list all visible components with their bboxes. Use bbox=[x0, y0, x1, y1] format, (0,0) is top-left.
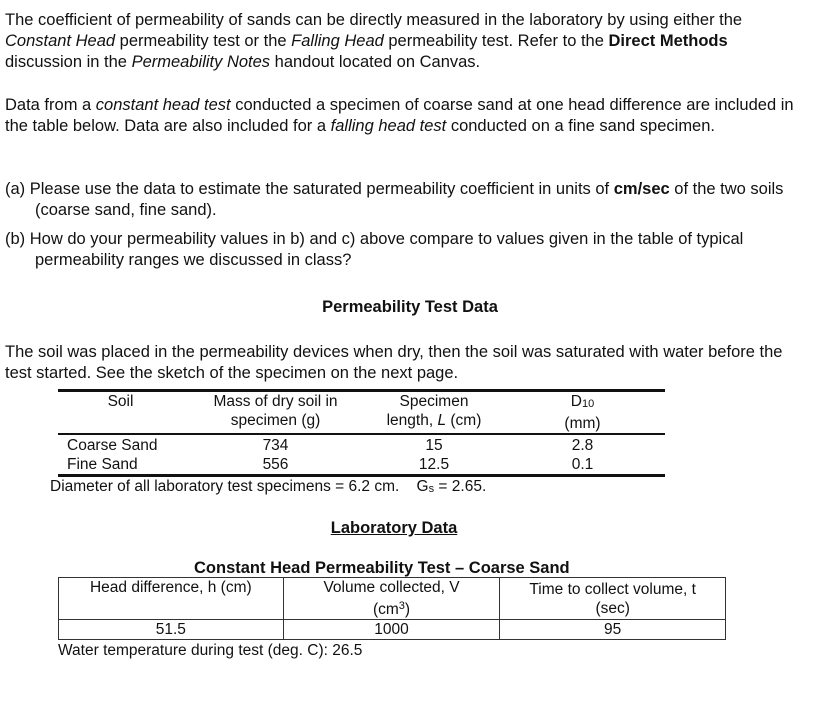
cell-mass: 734 bbox=[262, 437, 289, 454]
table-row bbox=[58, 455, 665, 476]
setup-paragraph: The soil was placed in the permeability devices when dry, then the soil was saturated with water before the test started. See the sketch of the specimen on the next page. bbox=[5, 343, 783, 382]
section-title: Permeability Test Data bbox=[322, 298, 498, 316]
intro-paragraph-2 bbox=[5, 95, 805, 137]
text-span: The coefficient of permeability of sands can be directly measured in the laboratory by using either the bbox=[5, 11, 743, 29]
cell-d10: 2.8 bbox=[571, 437, 594, 454]
question-label: (b) bbox=[5, 230, 26, 248]
header-soil bbox=[58, 391, 183, 435]
cell-head: 51.5 bbox=[59, 620, 284, 640]
cell-mass: 556 bbox=[262, 456, 289, 473]
header-volume bbox=[283, 578, 500, 620]
header-text: ) bbox=[404, 601, 411, 618]
header-text: (sec) bbox=[595, 599, 630, 617]
header-text: (cm bbox=[372, 601, 399, 618]
footnote-subscript: s bbox=[428, 483, 435, 495]
header-mass bbox=[183, 391, 368, 435]
cell-length: 12.5 bbox=[418, 456, 450, 473]
intro-paragraph-1 bbox=[5, 10, 805, 73]
header-superscript: 3 bbox=[398, 600, 405, 612]
header-text: D bbox=[570, 393, 582, 410]
cell-d10: 0.1 bbox=[571, 456, 594, 473]
cell-soil: Coarse Sand bbox=[67, 437, 158, 454]
header-subscript: 10 bbox=[581, 398, 595, 410]
header-text: Soil bbox=[107, 393, 134, 410]
table-row bbox=[59, 620, 726, 640]
header-text: Specimen bbox=[399, 393, 469, 410]
italic-span: Falling Head bbox=[291, 32, 384, 50]
header-d10 bbox=[500, 391, 665, 435]
header-text: Head difference, h (cm) bbox=[89, 579, 252, 596]
text-span: conducted a specimen of coarse sand at one head difference are included in the table below. Data are also included for a bbox=[5, 96, 794, 135]
footnote-text: = 2.65. bbox=[434, 478, 487, 495]
text-span: How do your permeability values in b) and c) above compare to values given in the table of typical permeability ranges we discussed in class? bbox=[29, 230, 744, 269]
text-span: Please use the data to estimate the saturated permeability coefficient in units of bbox=[29, 180, 614, 198]
header-text: (cm) bbox=[446, 412, 482, 429]
header-text: Time to collect volume, t bbox=[529, 580, 696, 598]
bold-span: cm/sec bbox=[613, 180, 670, 198]
table-header-row bbox=[59, 578, 726, 620]
soil-properties-table bbox=[58, 389, 665, 477]
footnote-text: Diameter of all laboratory test specimens = 6.2 cm. G bbox=[50, 478, 429, 495]
header-time bbox=[500, 578, 726, 620]
header-text: Mass of dry soil in bbox=[213, 393, 338, 410]
table-row bbox=[58, 434, 665, 455]
cell-volume: 1000 bbox=[283, 620, 500, 640]
constant-head-title: Constant Head Permeability Test – Coarse Sand bbox=[194, 559, 570, 577]
text-span: conducted on a fine sand specimen. bbox=[446, 117, 715, 135]
text-span: permeability test or the bbox=[115, 32, 292, 50]
italic-span: Permeability Notes bbox=[131, 53, 271, 71]
table-header-row bbox=[58, 391, 665, 435]
italic-span: Constant Head bbox=[5, 32, 116, 50]
cell-length: 15 bbox=[425, 437, 443, 454]
header-text: Volume collected, V bbox=[323, 579, 460, 596]
header-text: L bbox=[437, 412, 447, 429]
question-b bbox=[5, 229, 785, 271]
text-span: permeability test. Refer to the bbox=[383, 32, 609, 50]
question-a bbox=[5, 179, 785, 221]
italic-span: falling head test bbox=[330, 117, 447, 135]
header-head-difference bbox=[59, 578, 284, 620]
specimen-footnote bbox=[50, 478, 486, 496]
header-text: specimen (g) bbox=[230, 412, 321, 429]
water-temperature: Water temperature during test (deg. C): 26.5 bbox=[58, 642, 363, 659]
cell-time: 95 bbox=[500, 620, 726, 640]
header-length bbox=[368, 391, 500, 435]
text-span: discussion in the bbox=[5, 53, 132, 71]
constant-head-table bbox=[58, 577, 726, 640]
bold-span: Direct Methods bbox=[608, 32, 728, 50]
italic-span: constant head test bbox=[95, 96, 231, 114]
question-label: (a) bbox=[5, 180, 26, 198]
cell-soil: Fine Sand bbox=[67, 456, 138, 473]
text-span: of the two soils (coarse sand, fine sand). bbox=[35, 180, 784, 219]
header-text: (mm) bbox=[564, 415, 601, 432]
lab-data-title: Laboratory Data bbox=[330, 519, 458, 537]
text-span: handout located on Canvas. bbox=[270, 53, 481, 71]
header-text: length, bbox=[386, 412, 438, 429]
text-span: Data from a bbox=[5, 96, 96, 114]
